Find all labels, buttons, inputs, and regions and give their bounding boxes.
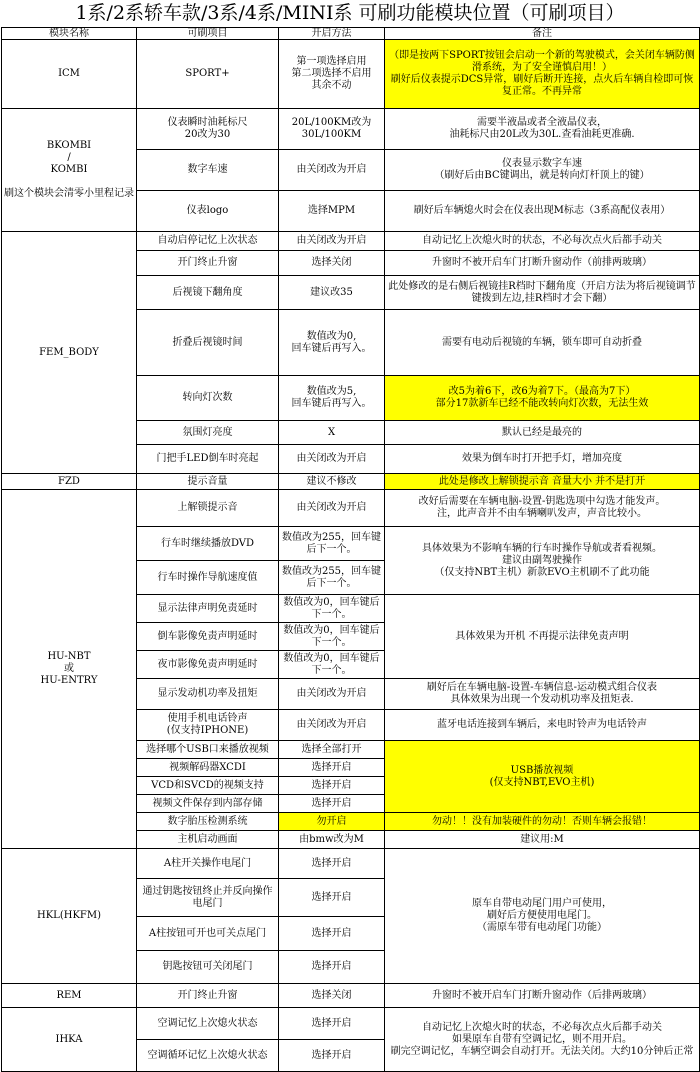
method-cell: 数值改为255，回车键后下一个。 (279, 527, 385, 561)
note-cell: 建议用:M (385, 831, 700, 849)
item-cell: 通过钥匙按钮终止并反向操作电尾门 (137, 879, 279, 917)
module-rem: REM (2, 984, 137, 1008)
note-cell: 仪表显示数字车速 （刷好后由BC键调出，就是转向灯杆顶上的键） (385, 150, 700, 191)
method-cell: X (279, 421, 385, 445)
method-cell: 选择关闭 (279, 251, 385, 276)
note-cell: 此处修改的是右侧后视镜挂R档时下翻角度（开启方法为将后视镜调节键拨到左边,挂R档时才会下翻） (385, 276, 700, 310)
item-cell: 空调循环记忆上次熄火状态 (137, 1040, 279, 1072)
module-icm: ICM (2, 40, 137, 109)
item-cell: 仪表瞬时油耗标尺 20改为30 (137, 109, 279, 150)
method-cell: 选择开启 (279, 849, 385, 879)
item-cell: 氛围灯亮度 (137, 421, 279, 445)
method-cell: 由关闭改为开启 (279, 232, 385, 251)
note-cell: 此处是修改上解锁提示音 音量大小 并不是打开 (385, 474, 700, 490)
table-row (2, 490, 700, 527)
method-cell: 20L/100KM改为 30L/100KM (279, 109, 385, 150)
method-cell: 由关闭改为开启 (279, 445, 385, 474)
note-cell: 刷好后车辆熄火时会在仪表出现M标志（3系高配仪表用） (385, 191, 700, 232)
note-cell: （即是按两下SPORT按钮会启动一个新的驾驶模式，会关闭车辆防侧滑系统，为了安全谨慎启用！） 刷好后仪表提示DCS异常，刷好后断开连接，点火后车辆自检即可恢复正常。不再异常 (385, 40, 700, 109)
page-title: 1系/2系轿车款/3系/4系/MINI系 可刷功能模块位置（可刷项目） (75, 2, 625, 24)
function-module-table (1, 27, 700, 1072)
item-cell: 倒车影像免责声明延时 (137, 623, 279, 651)
item-cell: SPORT+ (137, 40, 279, 109)
note-cell: 改5为着6下，改6为着7下。（最高为7下） 部分17款新车已经不能改转向灯次数，无法生效 (385, 376, 700, 421)
module-hu-nbt: HU-NBT 或 HU-ENTRY (2, 490, 137, 849)
item-cell: 开门终止升窗 (137, 251, 279, 276)
item-cell: 选择哪个USB口来播放视频 (137, 741, 279, 759)
note-cell: 升窗时不被开启车门打断升窗动作（前排两玻璃） (385, 251, 700, 276)
header-note: 备注 (385, 28, 700, 40)
header-module: 模块名称 (2, 28, 137, 40)
item-cell: 行车时操作导航速度值 (137, 561, 279, 595)
note-cell: 勿动！！没有加装硬件的勿动！否则车辆会报错！ (385, 813, 700, 831)
module-hkl: HKL(HKFM) (2, 849, 137, 984)
note-cell: 需要有电动后视镜的车辆，锁车即可自动折叠 (385, 310, 700, 376)
method-cell: 勿开启 (279, 813, 385, 831)
method-cell: 选择开启 (279, 917, 385, 951)
item-cell: A柱开关操作电尾门 (137, 849, 279, 879)
method-cell: 由关闭改为开启 (279, 490, 385, 527)
method-cell: 选择开启 (279, 759, 385, 777)
method-cell: 数值改为0，回车键后下一个。 (279, 595, 385, 623)
item-cell: 显示发动机功率及扭矩 (137, 679, 279, 710)
item-cell: 行车时继续播放DVD (137, 527, 279, 561)
table-row (2, 474, 700, 490)
header-row (2, 28, 700, 40)
method-cell: 选择开启 (279, 777, 385, 795)
module-kombi: BKOMBI / KOMBI 刷这个模块会清零小里程记录 (2, 109, 137, 232)
header-item: 可刷项目 (137, 28, 279, 40)
method-cell: 数值改为0，回车键后下一个。 (279, 623, 385, 651)
item-cell: VCD和SVCD的视频支持 (137, 777, 279, 795)
note-cell: 具体效果为开机 不再提示法律免责声明 (385, 595, 700, 679)
table-row (2, 40, 700, 109)
note-cell: 原车自带电动尾门用户可使用， 刷好后方便使用电尾门。 （需原车带有电动尾门功能） (385, 849, 700, 984)
note-cell: 需要半液晶或者全液晶仪表， 油耗标尺由20L改为30L.查看油耗更准确. (385, 109, 700, 150)
item-cell: 空调记忆上次熄火状态 (137, 1008, 279, 1040)
item-cell: 数字胎压检测系统 (137, 813, 279, 831)
table-row (2, 232, 700, 251)
method-cell: 选择开启 (279, 1040, 385, 1072)
item-cell: 显示法律声明免责延时 (137, 595, 279, 623)
item-cell: 主机启动画面 (137, 831, 279, 849)
method-cell: 数值改为0, 回车键后再写入。 (279, 310, 385, 376)
item-cell: 自动启停记忆上次状态 (137, 232, 279, 251)
note-cell: 升窗时不被开启车门打断升窗动作（后排两玻璃） (385, 984, 700, 1008)
method-cell: 数值改为255，回车键后下一个。 (279, 561, 385, 595)
item-cell: 数字车速 (137, 150, 279, 191)
item-cell: 使用手机电话铃声 (仅支持IPHONE) (137, 710, 279, 741)
item-cell: 钥匙按钮可关闭尾门 (137, 951, 279, 984)
table-row (2, 849, 700, 879)
item-cell: 后视镜下翻角度 (137, 276, 279, 310)
header-method: 开启方法 (279, 28, 385, 40)
method-cell: 选择关闭 (279, 984, 385, 1008)
method-cell: 建议改35 (279, 276, 385, 310)
method-cell: 选择开启 (279, 951, 385, 984)
method-cell: 数值改为5, 回车键后再写入。 (279, 376, 385, 421)
method-cell: 由关闭改为开启 (279, 710, 385, 741)
method-cell: 由关闭改为开启 (279, 150, 385, 191)
note-cell: 具体效果为不影响车辆的行车时操作导航或者看视频。 建议由副驾驶操作 （仅支持NBT主机）新款EVO主机刷不了此功能 (385, 527, 700, 595)
note-cell: 自动记忆上次熄火时的状态，不必每次点火后都手动关 如果原车自带有空调记忆，则不用开启。 刷完空调记忆，车辆空调会自动打开。无法关闭。大约10分钟后正常 (385, 1008, 700, 1072)
item-cell: 开门终止升窗 (137, 984, 279, 1008)
note-cell: 刷好后在车辆电脑-设置-车辆信息-运动模式组合仪表 具体效果为出现一个发动机功率及扭矩表. (385, 679, 700, 710)
method-cell: 由bmw改为M (279, 831, 385, 849)
method-cell: 建议不修改 (279, 474, 385, 490)
note-cell: USB播放视频 (仅支持NBT,EVO主机) (385, 741, 700, 813)
note-cell: 改好后需要在车辆电脑-设置-钥匙选项中勾选才能发声。 注，此声音并不由车辆喇叭发声，声音比较小。 (385, 490, 700, 527)
method-cell: 选择开启 (279, 879, 385, 917)
table-row (2, 109, 700, 150)
item-cell: 夜市影像免责声明延时 (137, 651, 279, 679)
item-cell: 提示音量 (137, 474, 279, 490)
method-cell: 选择MPM (279, 191, 385, 232)
method-cell: 选择开启 (279, 1008, 385, 1040)
item-cell: 折叠后视镜时间 (137, 310, 279, 376)
method-cell: 数值改为0，回车键后下一个。 (279, 651, 385, 679)
method-cell: 第一项选择启用 第二项选择不启用 其余不动 (279, 40, 385, 109)
item-cell: 仪表logo (137, 191, 279, 232)
table-row (2, 984, 700, 1008)
method-cell: 由关闭改为开启 (279, 679, 385, 710)
table-row (2, 1008, 700, 1040)
item-cell: 上解锁提示音 (137, 490, 279, 527)
method-cell: 选择全部打开 (279, 741, 385, 759)
item-cell: 视频解码器XCDI (137, 759, 279, 777)
module-fzd: FZD (2, 474, 137, 490)
note-cell: 蓝牙电话连接到车辆后，来电时铃声为电话铃声 (385, 710, 700, 741)
note-cell: 自动记忆上次熄火时的状态，不必每次点火后都手动关 (385, 232, 700, 251)
note-cell: 默认已经是最亮的 (385, 421, 700, 445)
item-cell: A柱按钮可开也可关点尾门 (137, 917, 279, 951)
item-cell: 视频文件保存到内部存储 (137, 795, 279, 813)
item-cell: 转向灯次数 (137, 376, 279, 421)
method-cell: 选择开启 (279, 795, 385, 813)
item-cell: 门把手LED倒车时亮起 (137, 445, 279, 474)
module-fem-body: FEM_BODY (2, 232, 137, 474)
module-ihka: IHKA (2, 1008, 137, 1072)
note-cell: 效果为倒车时打开把手灯，增加亮度 (385, 445, 700, 474)
